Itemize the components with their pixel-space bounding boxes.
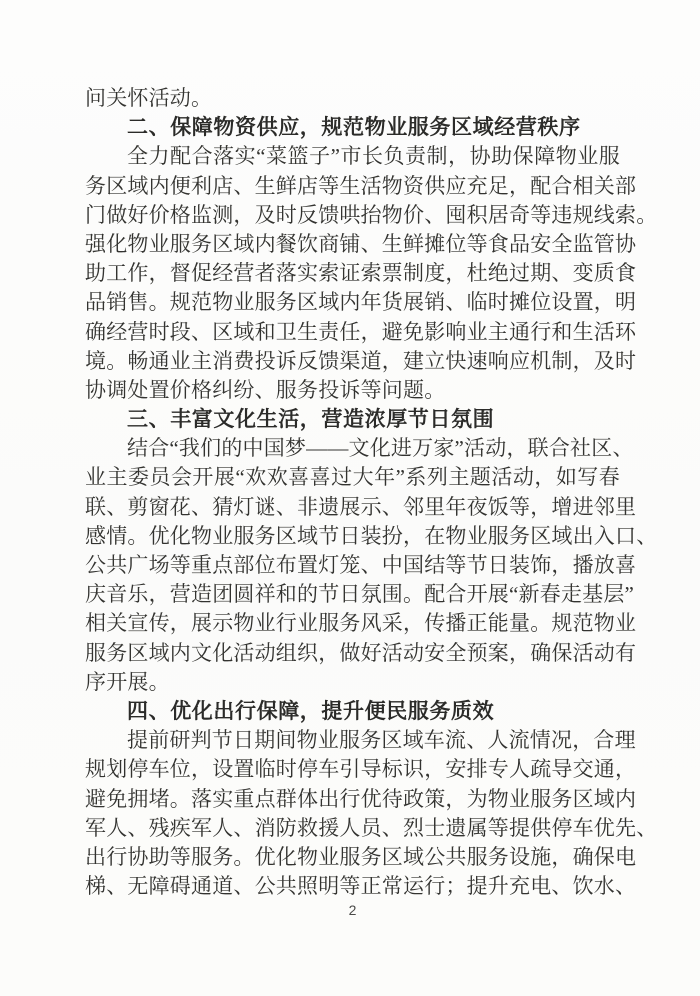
text-line: 序开展。 [85, 669, 170, 694]
section-heading: 二、保障物资供应，规范物业服务区域经营秩序 [127, 116, 581, 140]
text-line: 门做好价格监测，及时反馈哄抬物价、囤积居奇等违规线索。 [85, 202, 658, 227]
text-line: 强化物业服务区域内餐饮商铺、生鲜摊位等食品安全监管协 [85, 231, 637, 256]
text-line: 军人、残疾军人、消防救援人员、烈士遗属等提供停车优先、 [85, 815, 658, 840]
text-line: 业主委员会开展“欢欢喜喜过大年”系列主题活动，如写春 [85, 465, 620, 490]
text-line: 助工作，督促经营者落实索证索票制度，杜绝过期、变质食 [85, 261, 637, 286]
text-line: 境。畅通业主消费投诉反馈渠道，建立快速响应机制，及时 [85, 348, 637, 373]
text-line: 品销售。规范物业服务区域内年货展销、临时摊位设置，明 [85, 290, 637, 315]
text-line: 公共广场等重点部位布置灯笼、中国结等节日装饰，播放喜 [85, 553, 637, 577]
text-line: 梯、无障碍通道、公共照明等正常运行；提升充电、饮水、 [85, 874, 637, 899]
text-line: 提前研判节日期间物业服务区域车流、人流情况，合理 [127, 728, 636, 753]
text-line: 出行协助等服务。优化物业服务区域公共服务设施，确保电 [85, 844, 637, 869]
section-heading: 三、丰富文化生活，营造浓厚节日氛围 [127, 408, 495, 432]
text-lines [85, 84, 658, 901]
text-line: 协调处置价格纠纷、服务投诉等问题。 [85, 377, 446, 402]
text-line: 结合“我们的中国梦——文化进万家”活动，联合社区、 [127, 436, 634, 461]
text-line: 相关宣传，展示物业行业服务风采，传播正能量。规范物业 [85, 611, 637, 636]
text-line: 庆音乐，营造团圆祥和的节日氛围。配合开展“新春走基层” [85, 582, 635, 607]
page-number: 2 [348, 902, 357, 918]
text-line: 确经营时段、区域和卫生责任，避免影响业主通行和生活环 [85, 319, 637, 344]
text-line: 全力配合落实“菜篮子”市长负责制，协助保障物业服 [127, 144, 620, 169]
text-line: 联、剪窗花、猜灯谜、非遗展示、邻里年夜饭等，增进邻里 [85, 494, 637, 519]
text-line: 问关怀活动。 [85, 86, 213, 110]
text-line: 服务区域内文化活动组织，做好活动安全预案，确保活动有 [85, 640, 637, 665]
text-line: 规划停车位，设置临时停车引导标识，安排专人疏导交通， [85, 757, 637, 782]
text-line: 务区域内便利店、生鲜店等生活物资供应充足，配合相关部 [85, 173, 637, 198]
text-line: 避免拥堵。落实重点群体出行优待政策，为物业服务区域内 [85, 786, 637, 811]
text-line: 感情。优化物业服务区域节日装扮，在物业服务区域出入口、 [85, 523, 658, 548]
section-heading: 四、优化出行保障，提升便民服务质效 [127, 699, 495, 723]
